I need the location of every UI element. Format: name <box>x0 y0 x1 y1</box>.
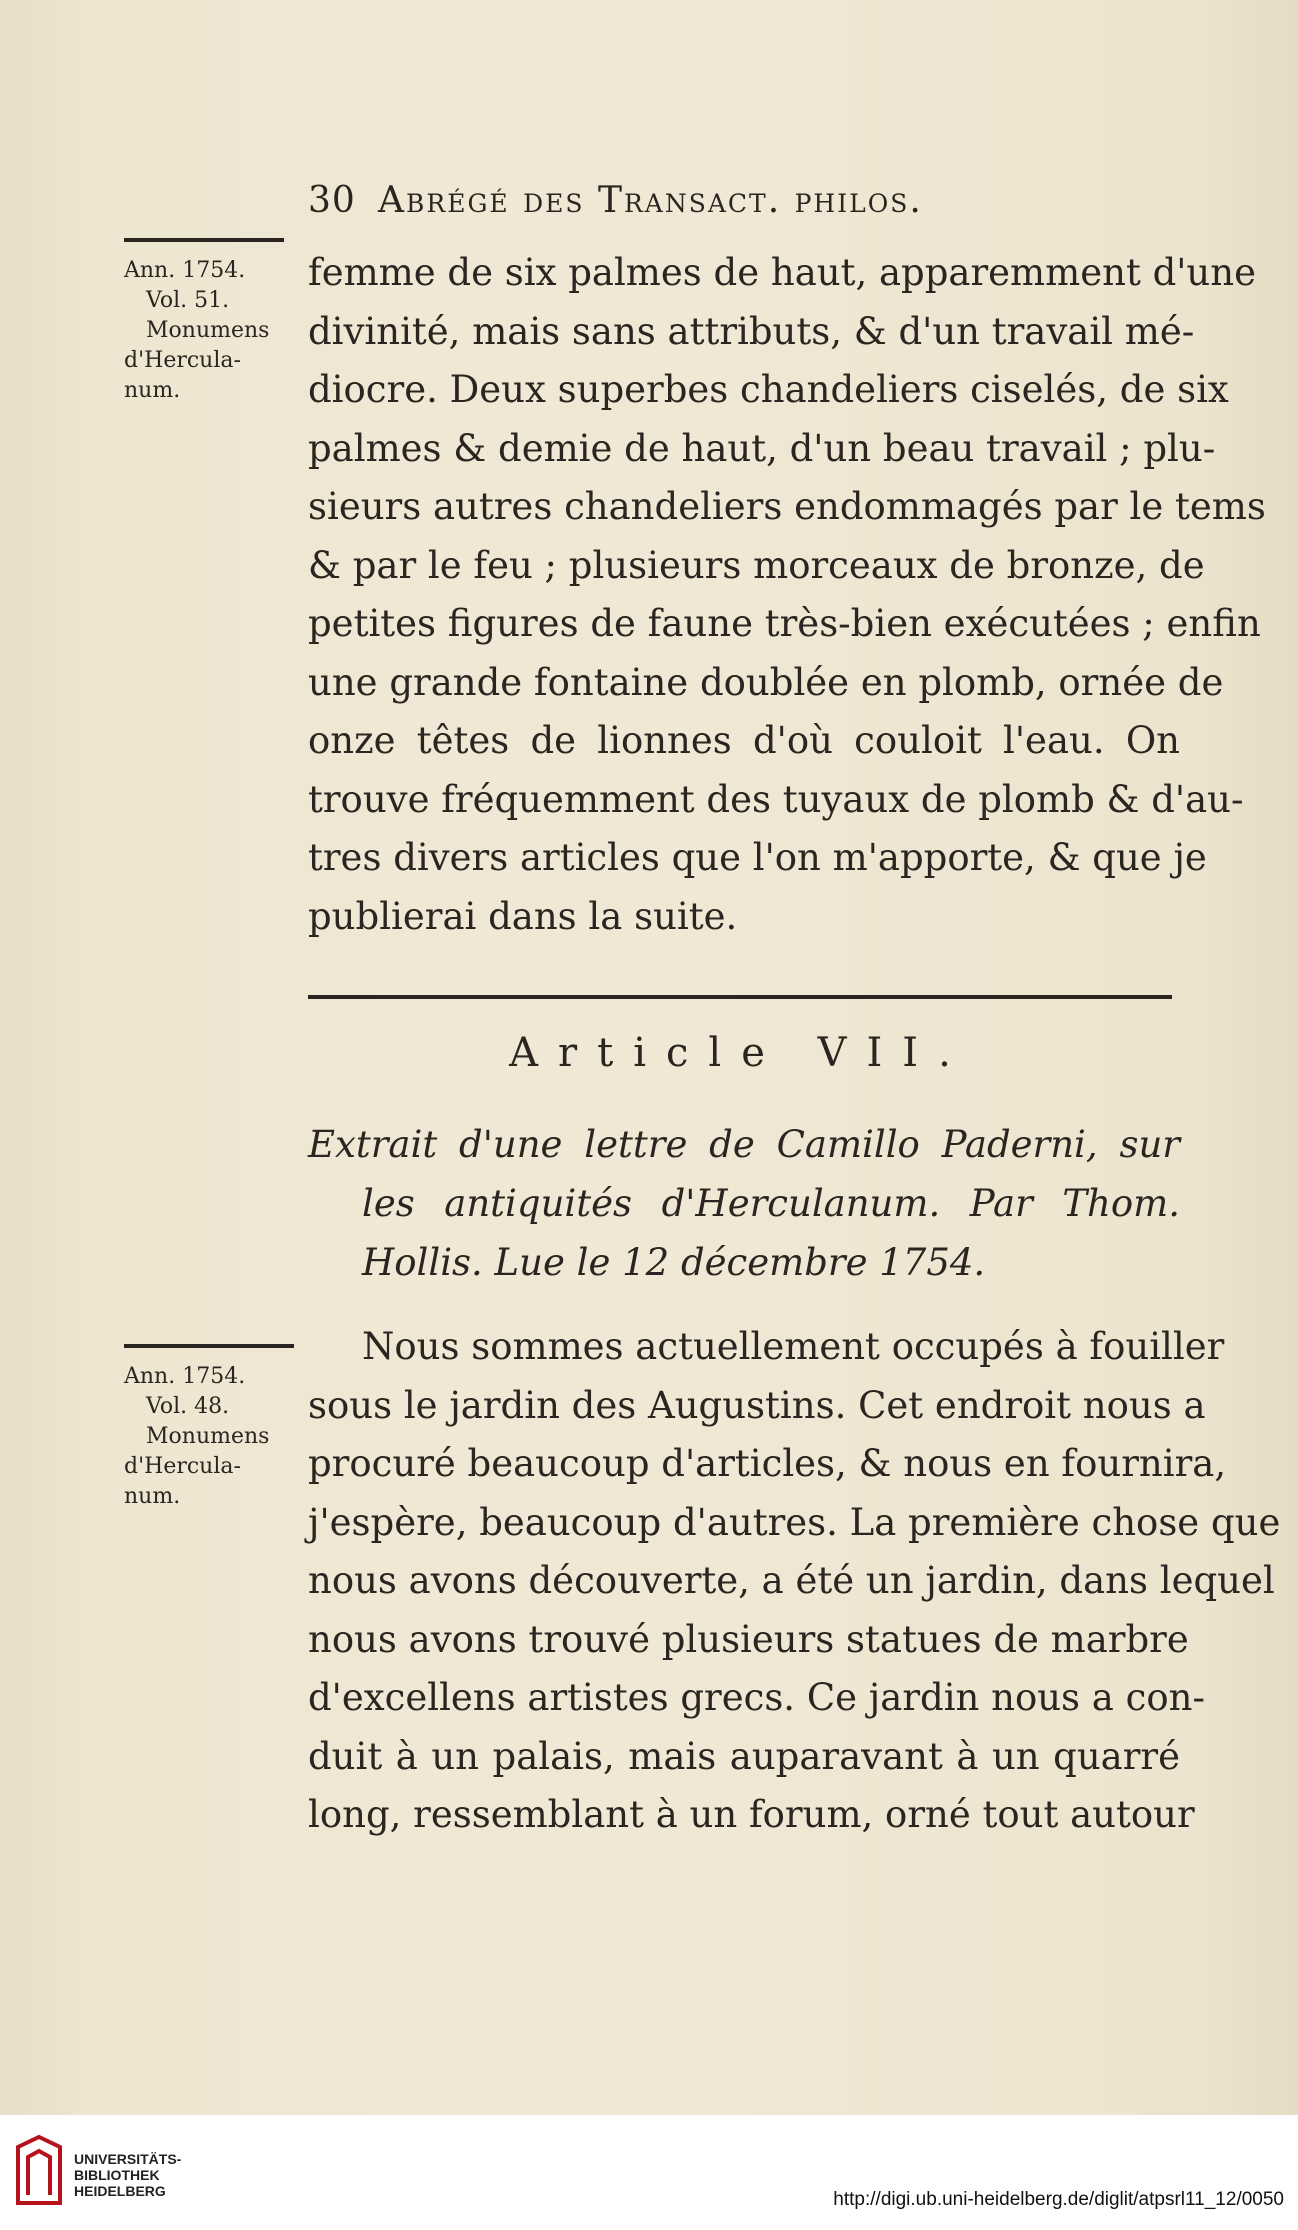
text-line: sieurs autres chandeliers endommagés par le tems <box>308 485 1266 528</box>
subtitle-line: Hollis. Lue le 12 décembre 1754. <box>362 1241 986 1284</box>
text-line: publierai dans la suite. <box>308 894 738 938</box>
viewer-footer <box>0 2115 1298 2230</box>
text-line: onze têtes de lionnes d'où couloit l'eau. On <box>308 719 1180 762</box>
paragraph-2 <box>308 1318 1281 1845</box>
margin-note-2 <box>124 1344 294 1512</box>
paragraph-1 <box>308 244 1266 946</box>
heidelberg-library-logo-icon <box>12 2133 66 2213</box>
institution-line: BIBLIOTHEK <box>74 2167 160 2183</box>
subtitle-line: Extrait d'une lettre de Camillo Paderni, sur <box>308 1123 1180 1166</box>
text-line: petites figures de faune très-bien exécutées ; enfin <box>308 602 1261 645</box>
margin-note-line: Vol. 51. <box>146 288 230 313</box>
text-line: palmes & demie de haut, d'un beau travail ; plu- <box>308 426 1216 470</box>
margin-note-line: Ann. 1754. <box>124 1364 246 1389</box>
text-line: duit à un palais, mais auparavant à un quarré <box>308 1734 1180 1778</box>
section-divider <box>308 995 1172 999</box>
margin-note-line: num. <box>124 378 181 403</box>
margin-note-line: Vol. 48. <box>146 1394 230 1419</box>
margin-note-1 <box>124 238 284 406</box>
margin-note-line: d'Hercula- <box>124 1454 241 1479</box>
margin-rule <box>124 238 284 242</box>
margin-note-line: num. <box>124 1484 181 1509</box>
text-line: & par le feu ; plusieurs morceaux de bronze, de <box>308 543 1205 587</box>
text-line: long, ressemblant à un forum, orné tout autour <box>308 1793 1195 1836</box>
text-line: d'excellens artistes grecs. Ce jardin nous a con- <box>308 1676 1205 1719</box>
institution-name <box>74 2151 181 2199</box>
page-header <box>308 180 1178 221</box>
margin-note-line: Monumens <box>146 1424 270 1449</box>
text-line: diocre. Deux superbes chandeliers ciselés, de six <box>308 368 1229 411</box>
institution-line: HEIDELBERG <box>74 2183 166 2199</box>
text-line: nous avons trouvé plusieurs statues de marbre <box>308 1617 1189 1661</box>
margin-note-line: Ann. 1754. <box>124 258 246 283</box>
text-line: sous le jardin des Augustins. Cet endroit nous a <box>308 1383 1206 1427</box>
institution-line: UNIVERSITÄTS- <box>74 2151 182 2167</box>
article-title: Article VII. <box>509 1030 971 1076</box>
text-line: une grande fontaine doublée en plomb, ornée de <box>308 660 1224 704</box>
text-line: tres divers articles que l'on m'apporte, & que je <box>308 836 1207 879</box>
text-line: procuré beaucoup d'articles, & nous en fournira, <box>308 1442 1227 1485</box>
text-line: Nous sommes actuellement occupés à fouiller <box>362 1325 1225 1368</box>
running-title: Abrégé des Transact. philos. <box>378 180 923 221</box>
margin-note-line: d'Hercula- <box>124 348 241 373</box>
text-line: trouve fréquemment des tuyaux de plomb & d'au- <box>308 777 1244 821</box>
subtitle-line: les antiquités d'Herculanum. Par Thom. <box>362 1182 1180 1225</box>
page-number: 30 <box>308 180 356 221</box>
text-line: j'espère, beaucoup d'autres. La première chose que <box>308 1500 1281 1544</box>
article-subtitle <box>308 1115 1180 1292</box>
margin-rule <box>124 1344 294 1348</box>
margin-note-line: Monumens <box>146 318 270 343</box>
permalink-url[interactable]: http://digi.ub.uni-heidelberg.de/diglit/atpsrl11_12/0050 <box>833 2189 1284 2210</box>
text-line: nous avons découverte, a été un jardin, dans lequel <box>308 1559 1275 1602</box>
text-line: femme de six palmes de haut, apparemment d'une <box>308 251 1256 294</box>
text-line: divinité, mais sans attributs, & d'un travail mé- <box>308 309 1195 353</box>
